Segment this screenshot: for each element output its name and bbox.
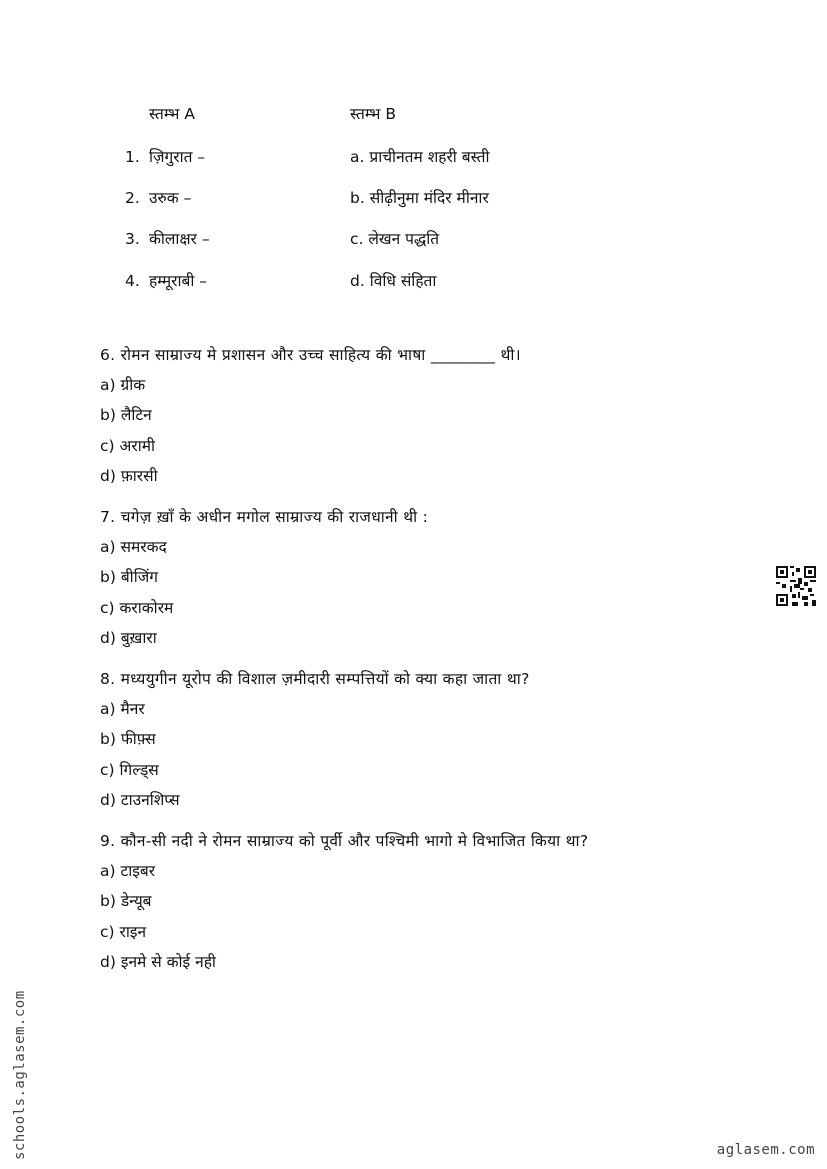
option-item: b) डेन्यूब <box>100 892 152 910</box>
match-row-a: उरुक – <box>149 189 192 207</box>
question-text: 6. रोमन साम्राज्य मे प्रशासन और उच्च साहित्य की भाषा ________ थी। <box>100 346 521 364</box>
option-item: a) ग्रीक <box>100 376 146 394</box>
match-row-a: हम्मूराबी – <box>149 272 208 290</box>
match-row-a: कीलाक्षर – <box>149 230 210 248</box>
option-item: d) बुख़ारा <box>100 629 157 647</box>
option-item: c) गिल्ड्स <box>100 761 159 779</box>
side-watermark: schools.aglasem.com <box>12 990 28 1160</box>
option-item: b) फीफ़्स <box>100 730 156 748</box>
match-row-b: b. सीढ़ीनुमा मंदिर मीनार <box>350 189 489 207</box>
match-row-b: d. विधि संहिता <box>350 272 437 290</box>
col-a-header: स्तम्भ A <box>149 105 195 123</box>
col-b-header: स्तम्भ B <box>350 105 396 123</box>
option-item: c) अरामी <box>100 437 155 455</box>
match-row-num: 2. <box>125 189 140 207</box>
option-item: b) बीजिंग <box>100 568 158 586</box>
option-item: c) राइन <box>100 923 147 941</box>
question-text: 9. कौन-सी नदी ने रोमन साम्राज्य को पूर्वी और पश्चिमी भागो मे विभाजित किया था? <box>100 832 589 850</box>
bottom-watermark: aglasem.com <box>716 1142 815 1158</box>
match-row-b: c. लेखन पद्धति <box>350 230 440 248</box>
option-item: a) समरकद <box>100 538 167 556</box>
match-row-a: ज़िगुरात – <box>149 148 206 166</box>
match-row-num: 3. <box>125 230 140 248</box>
option-item: d) टाउनशिप्स <box>100 791 180 809</box>
option-item: b) लैटिन <box>100 406 152 424</box>
match-row-num: 4. <box>125 272 140 290</box>
match-row-b: a. प्राचीनतम शहरी बस्ती <box>350 148 490 166</box>
option-item: a) मैनर <box>100 700 145 718</box>
option-item: d) इनमे से कोई नही <box>100 953 216 971</box>
question-text: 8. मध्ययुगीन यूरोप की विशाल ज़मीदारी सम्पत्तियों को क्या कहा जाता था? <box>100 670 530 688</box>
option-item: c) कराकोरम <box>100 599 174 617</box>
match-row-num: 1. <box>125 148 140 166</box>
option-item: d) फ़ारसी <box>100 467 158 485</box>
question-text: 7. चगेज़ ख़ाँ के अधीन मगोल साम्राज्य की राजधानी थी : <box>100 508 429 526</box>
option-item: a) टाइबर <box>100 862 156 880</box>
qr-code-icon <box>776 566 816 606</box>
